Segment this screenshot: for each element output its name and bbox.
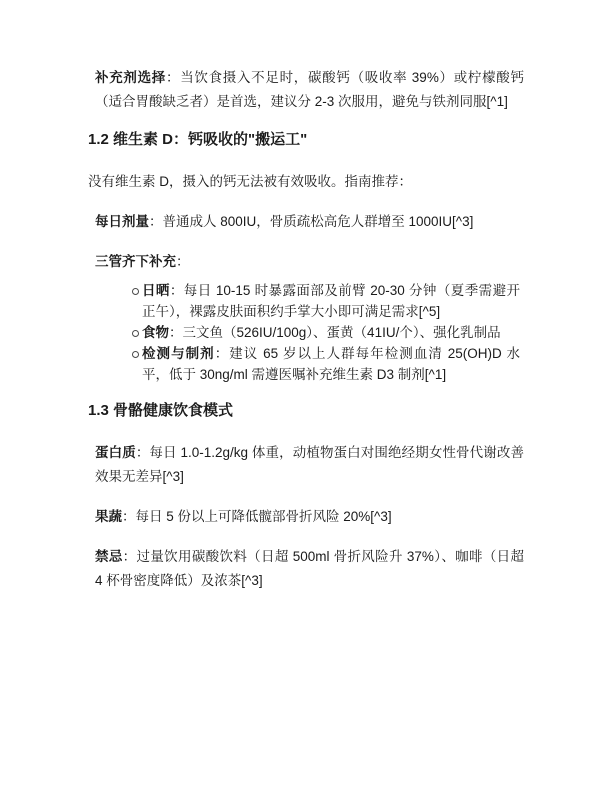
list-item-label: 检测与制剂: [142, 346, 215, 361]
bullet-circle-icon: [132, 351, 139, 358]
bullet-circle-icon: [132, 288, 139, 295]
list-item-text: ：建议 65 岁以上人群每年检测血清 25(OH)D 水平，低于 30ng/ml 需遵医嘱补充维生素 D3 制剂[^1]: [142, 346, 521, 382]
paragraph-label: 禁忌: [95, 549, 123, 564]
bullet-circle-icon: [132, 330, 139, 337]
paragraph-text: ：过量饮用碳酸饮料（日超 500ml 骨折风险升 37%）、咖啡（日超 4 杯骨密度降低）及浓茶[^3]: [95, 549, 524, 588]
paragraph-label: 果蔬: [95, 509, 122, 524]
paragraph-text: ：每日 5 份以上可降低髋部骨折风险 20%[^3]: [122, 509, 392, 524]
list-item-text: ：每日 10-15 时暴露面部及前臂 20-30 分钟（夏季需避开正午），裸露皮肤面积约手掌大小即可满足需求[^5]: [142, 283, 521, 319]
paragraph-fruits-vegetables: [95, 505, 524, 529]
paragraph-text: ：每日 1.0-1.2g/kg 体重，动植物蛋白对围绝经期女性骨代谢改善效果无差异[^3]: [95, 445, 524, 484]
paragraph-text: ：当饮食摄入不足时，碳酸钙（吸收率 39%）或柠檬酸钙（适合胃酸缺乏者）是首选，建议分 2-3 次服用，避免与铁剂同服[^1]: [95, 70, 525, 109]
section-heading-1-3: 1.3 骨骼健康饮食模式: [88, 402, 234, 419]
paragraph-label: 补充剂选择: [95, 70, 166, 85]
paragraph-label: 每日剂量: [95, 214, 149, 229]
paragraph-daily-dose: [95, 210, 524, 234]
paragraph-label: 蛋白质: [95, 445, 136, 460]
list-item-label: 日晒: [142, 283, 170, 298]
paragraph-protein: [95, 441, 524, 489]
paragraph-text: ：普通成人 800IU，骨质疏松高危人群增至 1000IU[^3]: [149, 214, 474, 229]
paragraph-text: ：: [176, 254, 190, 269]
paragraph-three-ways: [95, 250, 524, 274]
list-item-food: [142, 322, 524, 343]
paragraph-intro: 没有维生素 D，摄入的钙无法被有效吸收。指南推荐：: [88, 174, 412, 189]
paragraph-taboo: [95, 545, 524, 593]
paragraph-supplement-choice: [95, 66, 524, 114]
list-item-testing: [142, 343, 524, 385]
list-item-sunlight: [142, 280, 524, 322]
list-item-label: 食物: [142, 325, 169, 340]
section-heading-1-2: 1.2 维生素 D：钙吸收的"搬运工": [88, 131, 308, 148]
paragraph-label: 三管齐下补充: [95, 254, 176, 269]
supplement-methods-list: [88, 280, 524, 385]
list-item-text: ：三文鱼（526IU/100g）、蛋黄（41IU/个）、强化乳制品: [169, 325, 501, 340]
